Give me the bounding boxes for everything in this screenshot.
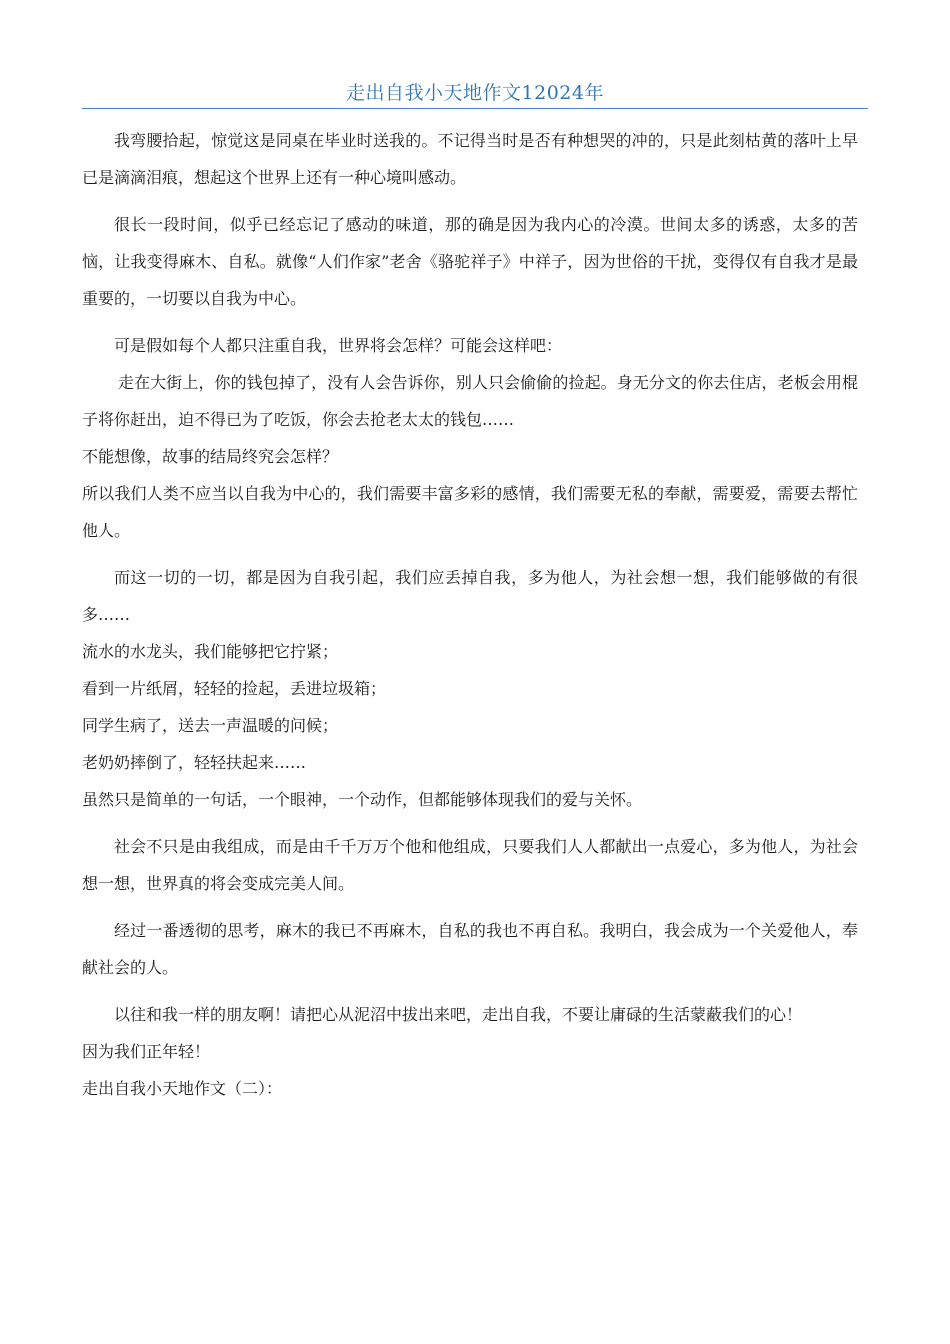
list-item: 看到一片纸屑，轻轻的捡起，丢进垃圾箱； [82, 679, 387, 698]
paragraph: 不能想像，故事的结局终究会怎样？ [82, 447, 339, 466]
paragraph: 而这一切的一切，都是因为自我引起，我们应丢掉自我，多为他人，为社会想一想，我们能够做的有很多…… [82, 568, 858, 624]
paragraph: 经过一番透彻的思考，麻木的我已不再麻木，自私的我也不再自私。我明白，我会成为一个关爱他人，奉献社会的人。 [82, 921, 858, 977]
paragraph: 社会不只是由我组成，而是由千千万万个他和他组成，只要我们人人都献出一点爱心，多为他人，为社会想一想，世界真的将会变成完美人间。 [82, 837, 858, 893]
document-body [82, 122, 858, 1107]
paragraph: 我弯腰拾起，惊觉这是同桌在毕业时送我的。不记得当时是否有种想哭的冲的，只是此刻枯黄的落叶上早已是滴滴泪痕，想起这个世界上还有一种心境叫感动。 [82, 131, 858, 187]
list-item: 同学生病了，送去一声温暖的问候； [82, 716, 339, 735]
section-heading: 走出自我小天地作文（二）： [82, 1079, 283, 1098]
paragraph: 很长一段时间，似乎已经忘记了感动的味道，那的确是因为我内心的冷漠。世间太多的诱惑，太多的苦恼，让我变得麻木、自私。就像“人们作家”老舍《骆驼祥子》中祥子，因为世俗的干扰，变得仅有自我才是最重要的，一切要以自我为中心。 [82, 215, 858, 308]
paragraph: 走在大街上，你的钱包掉了，没有人会告诉你，别人只会偷偷的捡起。身无分文的你去住店，老板会用棍子将你赶出，迫不得已为了吃饭，你会去抢老太太的钱包…… [82, 373, 858, 429]
paragraph: 可是假如每个人都只注重自我，世界将会怎样？可能会这样吧： [114, 336, 563, 355]
paragraph: 以往和我一样的朋友啊！请把心从泥沼中拔出来吧，走出自我，不要让庸碌的生活蒙蔽我们的心！ [114, 1005, 803, 1024]
list-item: 老奶奶摔倒了，轻轻扶起来…… [82, 753, 307, 772]
paragraph: 所以我们人类不应当以自我为中心的，我们需要丰富多彩的感情，我们需要无私的奉献，需要爱，需要去帮忙他人。 [82, 484, 858, 540]
title-underline [82, 108, 868, 109]
document-title: 走出自我小天地作文12024年 [346, 82, 604, 104]
paragraph: 虽然只是简单的一句话，一个眼神，一个动作，但都能够体现我们的爱与关怀。 [82, 790, 643, 809]
paragraph: 因为我们正年轻！ [82, 1042, 211, 1061]
list-item: 流水的水龙头，我们能够把它拧紧； [82, 642, 339, 661]
